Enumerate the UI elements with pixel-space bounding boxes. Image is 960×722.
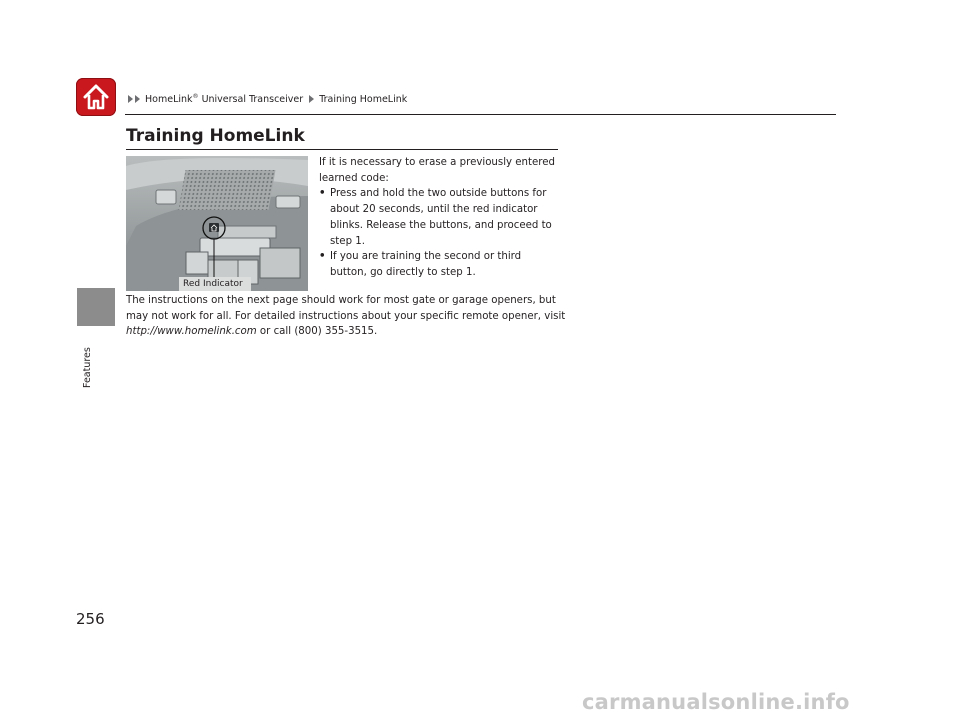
erase-intro: If it is necessary to erase a previously entered learned code:: [319, 157, 555, 184]
erase-steps: [319, 186, 561, 280]
list-item: • If you are training the second or third button, go directly to step 1.: [319, 249, 561, 280]
registered-mark: ®: [192, 93, 199, 100]
console-photo: [126, 156, 308, 291]
paragraph-text: The instructions on the next page should work for most gate or garage openers, but may not work for all. For detailed instructions about your specific remote opener, visit: [126, 295, 566, 322]
breadcrumb-part2[interactable]: Training HomeLink: [319, 94, 408, 106]
title-rule: [126, 149, 558, 150]
breadcrumb: [128, 93, 407, 105]
erase-instructions: [319, 155, 561, 281]
triangle-right-icon: [135, 95, 140, 103]
triangle-right-icon: [309, 95, 314, 103]
page-title: Training HomeLink: [126, 126, 305, 146]
homelink-url-link[interactable]: http://www.homelink.com: [126, 326, 257, 338]
list-item: • Press and hold the two outside buttons for about 20 seconds, until the red indicator blinks. Release the buttons, and proceed to step 1.: [319, 186, 561, 249]
home-tab[interactable]: [76, 78, 116, 116]
breadcrumb-part1[interactable]: HomeLink: [145, 94, 193, 106]
red-indicator-callout: Red Indicator: [179, 277, 251, 291]
paragraph-text-end: or call (800) 355-3515.: [256, 326, 378, 338]
main-paragraph: [126, 293, 566, 340]
watermark: carmanualsonline.info: [582, 690, 850, 714]
breadcrumb-part1-rest[interactable]: Universal Transceiver: [198, 94, 304, 106]
section-tab[interactable]: [77, 288, 115, 326]
section-label: Features: [82, 347, 93, 388]
page-number: 256: [76, 610, 105, 628]
header-rule: [125, 114, 836, 115]
triangle-right-icon: [128, 95, 133, 103]
overhead-console-image: [126, 156, 308, 291]
home-icon: [81, 82, 111, 112]
